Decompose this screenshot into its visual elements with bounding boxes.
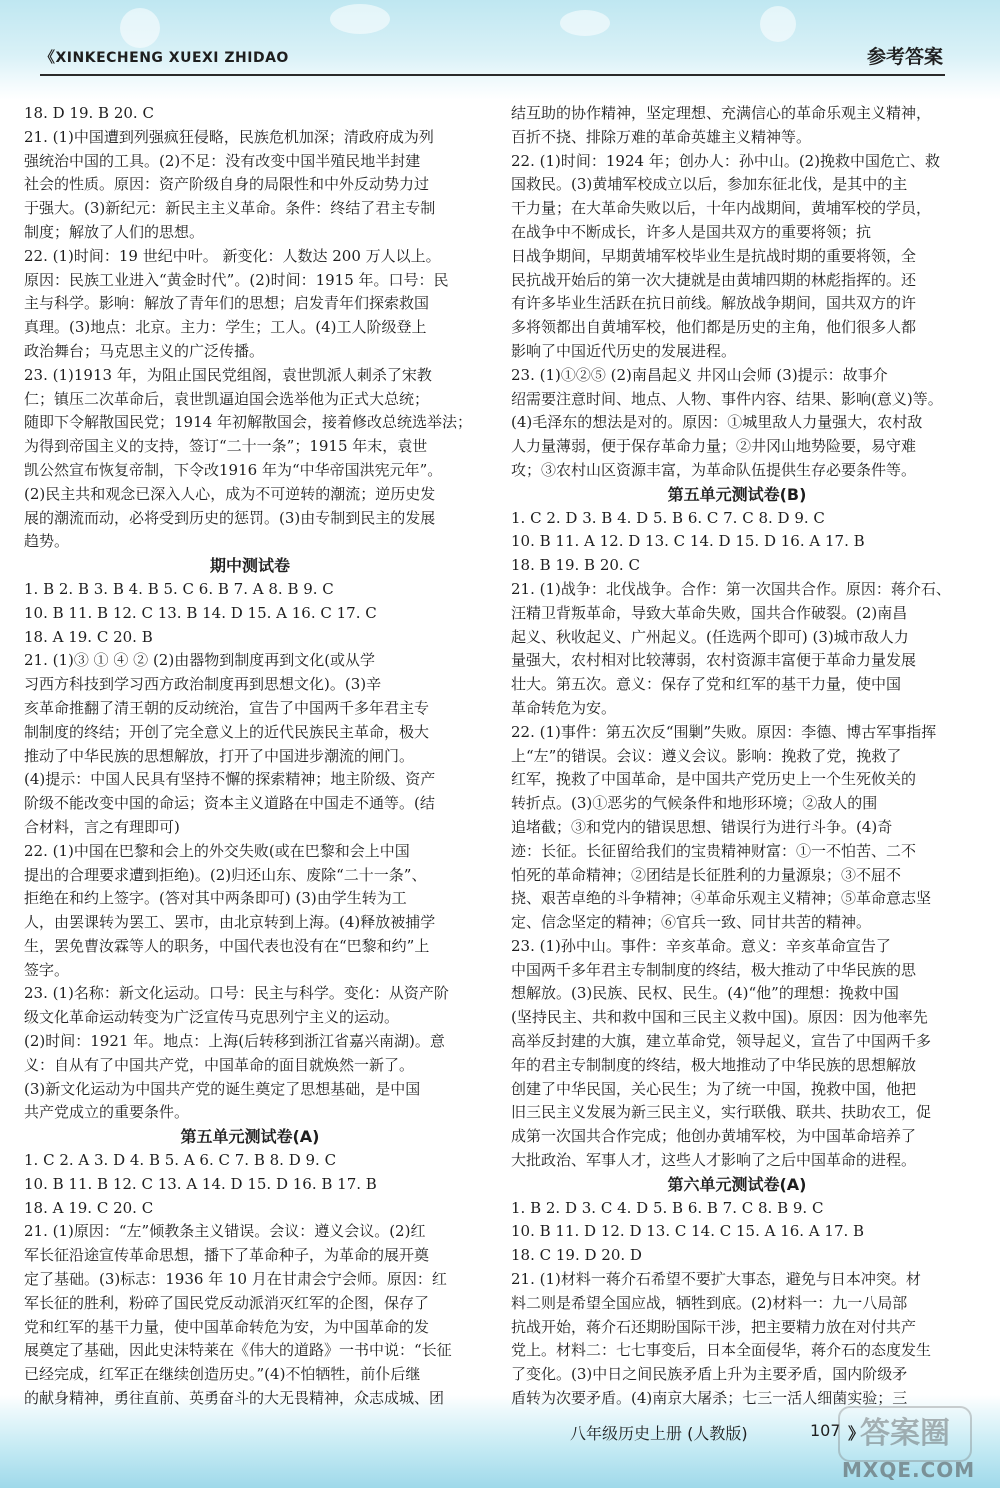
text-line: 23. (1)1913 年，为阻止国民党组阁，袁世凯派人刺杀了宋教 [24, 365, 432, 384]
text-line: (3)新文化运动为中国共产党的诞生奠定了思想基础，是中国 [24, 1079, 421, 1098]
text-line: 怕死的革命精神；②团结是长征胜利的力量源泉；③不屈不 [511, 865, 902, 884]
text-line: 上“左”的错误。会议：遵义会议。影响：挽救了党，挽救了 [511, 746, 902, 765]
text-line: 共产党成立的重要条件。 [24, 1103, 190, 1122]
section-heading: 期中测试卷 [209, 556, 290, 576]
text-line: 10. B 11. B 12. C 13. B 14. D 15. A 16. C 17. C [24, 603, 377, 622]
text-line: 国救民。(3)黄埔军校成立以后，参加东征北伐，是其中的主 [511, 175, 908, 194]
text-line: 18. C 19. D 20. D [511, 1246, 642, 1265]
text-line: 10. B 11. B 12. C 13. A 14. D 15. D 16. B 17. B [24, 1174, 377, 1193]
text-line: 在战争中不断成长，许多人是国共双方的重要将领；抗 [511, 222, 872, 241]
text-line: 抗战开始，蒋介石还期盼国际干涉，把主要精力放在对付共产 [511, 1317, 917, 1336]
text-line: 22. (1)事件：第五次反“围剿”失败。原因：李德、博古军事指挥 [511, 722, 937, 741]
text-line: 的献身精神，勇往直前、英勇奋斗的大无畏精神，众志成城、团 [24, 1389, 445, 1408]
text-line: (4)毛泽东的想法是对的。原因：①城里敌人力量强大，农村敌 [511, 413, 923, 432]
text-line: 原因：民族工业进入“黄金时代”。(2)时间：1915 年。口号：民 [24, 270, 449, 289]
text-line: 阶级不能改变中国的命运；资本主义道路在中国走不通等。(结 [24, 794, 435, 813]
text-line: 高举反封建的大旗，建立革命党，领导起义，宣告了中国两千多 [511, 1032, 932, 1051]
text-line: 盾转为次要矛盾。(4)南京大屠杀；七三一活人细菌实验；三 [511, 1389, 908, 1408]
decor-bubble [560, 10, 610, 36]
text-line: 挠、艰苦卓绝的斗争精神；④革命乐观主义精神；⑤革命意志坚 [511, 889, 932, 908]
text-line: 政治舞台；马克思主义的广泛传播。 [24, 341, 265, 360]
text-line: 提出的合理要求遭到拒绝)。(2)归还山东、废除“二十一条”、 [24, 865, 427, 884]
text-line: 23. (1)孙中山。事件：辛亥革命。意义：辛亥革命宣告了 [511, 936, 891, 955]
text-line: 1. C 2. D 3. B 4. D 5. B 6. C 7. C 8. D 9. C [511, 508, 825, 527]
section-heading: 第五单元测试卷(B) [667, 484, 807, 504]
text-line: 有许多毕业生活跃在抗日前线。解放战争期间，国共双方的许 [511, 294, 917, 313]
series-title [40, 46, 289, 67]
text-line: 于强大。(3)新纪元：新民主主义革命。条件：终结了君主专制 [24, 199, 436, 218]
text-line: 制度；解放了人们的思想。 [24, 222, 205, 241]
section-heading: 第六单元测试卷(A) [667, 1174, 807, 1194]
text-line: 中国两千多年君主专制制度的终结，极大推动了中华民族的思 [511, 960, 917, 979]
text-line: 生，罢免曹汝霖等人的职务，中国代表也没有在“巴黎和约”上 [24, 936, 430, 955]
text-line: 拒绝在和约上签字。(答对其中两条即可) (3)由学生转为工 [24, 889, 407, 908]
text-line: 结互助的协作精神，坚定理想、充满信心的革命乐观主义精神， [511, 104, 932, 122]
text-line: 人，由罢课转为罢工、罢市，由北京转到上海。(4)释放被捕学 [24, 913, 436, 932]
page-number: 107 [810, 1421, 841, 1440]
text-line: 习西方科技到学习西方政治制度再到思想文化)。(3)辛 [24, 675, 382, 694]
text-line: 量强大，农村相对比较薄弱，农村资源丰富便于革命力量发展 [511, 651, 917, 670]
text-line: 追堵截；③和党内的错误思想、错误行为进行斗争。(4)奇 [511, 817, 893, 836]
text-line: 义：自从有了中国共产党，中国革命的面目就焕然一新了。 [24, 1055, 415, 1074]
text-line: 红军，挽救了中国革命，是中国共产党历史上一个生死攸关的 [511, 770, 917, 789]
text-line: 制制度的终结；开创了完全意义上的近代民族民主革命，极大 [24, 722, 430, 741]
text-line: (2)民主共和观念已深入人心，成为不可逆转的潮流；逆历史发 [24, 484, 436, 503]
text-line: 签字。 [24, 960, 70, 979]
text-line: 10. B 11. A 12. D 13. C 14. D 15. D 16. A 17. B [511, 532, 865, 551]
text-line: 18. D 19. B 20. C [24, 104, 154, 122]
text-line: 合材料，言之有理即可) [24, 817, 180, 836]
right-column [511, 102, 963, 1411]
text-line: (4)提示：中国人民具有坚持不懈的探索精神；地主阶级、资产 [24, 770, 436, 789]
text-line: 10. B 11. D 12. D 13. C 14. C 15. A 16. A 17. B [511, 1222, 865, 1241]
text-line: 起义、秋收起义、广州起义。(任选两个即可) (3)城市敌人力 [511, 627, 909, 646]
text-line: 多将领都出自黄埔军校，他们都是历史的主角，他们很多人都 [511, 318, 917, 337]
section-heading: 第五单元测试卷(A) [180, 1127, 320, 1147]
series-name: XINKECHENG XUEXI ZHIDAO [55, 50, 289, 66]
text-line: 人力量薄弱，便于保存革命力量；②井冈山地势险要，易守难 [511, 437, 917, 456]
book-title: 八年级历史上册 (人教版) [570, 1424, 748, 1443]
text-line: 日战争期间，早期黄埔军校毕业生是抗战时期的重要将领，全 [511, 246, 917, 265]
text-line: 转折点。(3)①恶劣的气候条件和地形环境；②敌人的围 [511, 794, 878, 813]
text-line: (坚持民主、共和救中国和三民主义救中国)。原因：因为他率先 [511, 1008, 928, 1027]
text-line: 仁；镇压二次革命后，袁世凯逼迫国会选举他为正式大总统； [24, 389, 430, 408]
text-line: 想解放。(3)民族、民权、民生。(4)“他”的理想：挽救中国 [511, 984, 899, 1003]
decor-bubble [330, 4, 390, 34]
double-chevron-right-icon: 》 [848, 1424, 865, 1443]
text-line: 绍需要注意时间、地点、人物、事件内容、结果、影响(意义)等。 [511, 389, 943, 408]
text-line: 展的潮流而动，必将受到历史的惩罚。(3)由专制到民主的发展 [24, 508, 436, 527]
text-line: 18. A 19. C 20. C [24, 1198, 154, 1217]
text-line: 21. (1)中国遭到列强疯狂侵略，民族危机加深；清政府成为列 [24, 127, 434, 146]
text-line: 21. (1)③ ① ④ ② (2)由器物到制度再到文化(或从学 [24, 651, 376, 670]
text-line: 干力量；在大革命失败以后，十年内战期间，黄埔军校的学员， [511, 199, 932, 218]
text-line: 百折不挠、排除万难的革命英雄主义精神等。 [511, 127, 812, 146]
watermark-url: MXQE.COM [842, 1458, 976, 1482]
text-line: 党和红军的基干力量，使中国革命转危为安，为中国革命的发 [24, 1317, 430, 1336]
left-column [24, 102, 476, 1411]
text-line: 民抗战开始后的第一次大捷就是由黄埔四期的林彪指挥的。还 [511, 270, 917, 289]
text-line: 21. (1)原因：“左”倾教条主义错误。会议：遵义会议。(2)红 [24, 1222, 426, 1241]
text-line: 定、信念坚定的精神；⑥官兵一致、同甘共苦的精神。 [511, 913, 872, 932]
text-line: 22. (1)时间：19 世纪中叶。 新变化：人数达 200 万人以上。 [24, 246, 441, 265]
text-line: 成第一次国共合作完成；他创办黄埔军校，为中国革命培养了 [511, 1127, 917, 1146]
text-line: 军长征沿途宣传革命思想，播下了革命种子，为革命的展开奠 [24, 1246, 430, 1265]
text-line: 创建了中华民国，关心民生；为了统一中国，挽救中国，他把 [511, 1079, 917, 1098]
text-line: 已经完成，红军正在继续创造历史。”(4)不怕牺牲，前仆后继 [24, 1365, 421, 1384]
text-line: (2)时间：1921 年。地点：上海(后转移到浙江省嘉兴南湖)。意 [24, 1032, 445, 1051]
section-title: 参考答案 [866, 46, 943, 68]
text-line: 旧三民主义发展为新三民主义，实行联俄、联共、扶助农工，促 [511, 1103, 932, 1122]
text-line: 1. B 2. B 3. B 4. B 5. C 6. B 7. A 8. B 9. C [24, 579, 334, 598]
text-line: 为得到帝国主义的支持，签订“二十一条”；1915 年末，袁世 [24, 437, 428, 456]
text-line: 1. C 2. A 3. D 4. B 5. A 6. C 7. B 8. D 9. C [24, 1151, 337, 1170]
text-line: 23. (1)名称：新文化运动。口号：民主与科学。变化：从资产阶 [24, 984, 449, 1003]
text-line: 展奠定了基础，因此史沫特莱在《伟大的道路》一书中说：“长征 [24, 1341, 452, 1360]
text-line: 级文化革命运动转变为广泛宣传马克思列宁主义的运动。 [24, 1008, 400, 1027]
text-line: 了变化。(3)中日之间民族矛盾上升为主要矛盾，国内阶级矛 [511, 1365, 908, 1384]
text-line: 料二则是希望全国应战，牺牲到底。(2)材料一：九一八局部 [511, 1293, 908, 1312]
text-line: 真理。(3)地点：北京。主力：学生；工人。(4)工人阶级登上 [24, 318, 427, 337]
text-line: 军长征的胜利，粉碎了国民党反动派消灭红军的企图，保存了 [24, 1293, 430, 1312]
double-chevron-left-icon: 《 [40, 48, 56, 66]
text-line: 亥革命推翻了清王朝的反动统治，宣告了中国两千多年君主专 [24, 698, 430, 717]
text-line: 定了基础。(3)标志：1936 年 10 月在甘肃会宁会师。原因：红 [24, 1270, 447, 1289]
text-line: 18. A 19. C 20. B [24, 627, 153, 646]
decor-bubble [760, 6, 796, 42]
text-line: 大批政治、军事人才，这些人才影响了之后中国革命的进程。 [511, 1151, 917, 1170]
text-line: 趋势。 [24, 532, 70, 551]
text-line: 22. (1)中国在巴黎和会上的外交失败(或在巴黎和会上中国 [24, 841, 410, 860]
text-line: 社会的性质。原因：资产阶级自身的局限性和中外反动势力过 [24, 175, 430, 194]
text-line: 21. (1)战争：北伐战争。合作：第一次国共合作。原因：蒋介石、 [511, 579, 951, 598]
text-line: 攻；③农村山区资源丰富，为革命队伍提供生存必要条件等。 [511, 460, 917, 479]
text-line: 18. B 19. B 20. C [511, 556, 640, 575]
text-line: 凯公然宣布恢复帝制，下令改1916 年为“中华帝国洪宪元年”。 [24, 460, 443, 479]
text-line: 强统治中国的工具。(2)不足：没有改变中国半殖民地半封建 [24, 151, 421, 170]
text-line: 21. (1)材料一蒋介石希望不要扩大事态，避免与日本冲突。材 [511, 1270, 921, 1289]
text-line: 23. (1)①②⑤ (2)南昌起义 井冈山会师 (3)提示：故事介 [511, 365, 888, 384]
text-line: 党上。材料二：七七事变后，日本全面侵华，蒋介石的态度发生 [511, 1341, 932, 1360]
text-line: 推动了中华民族的思想解放，打开了中国进步潮流的闸门。 [24, 746, 415, 765]
text-line: 22. (1)时间：1924 年；创办人：孙中山。(2)挽救中国危亡、救 [511, 151, 941, 170]
text-line: 1. B 2. D 3. C 4. D 5. B 6. B 7. C 8. B 9. C [511, 1198, 824, 1217]
text-line: 影响了中国近代历史的发展进程。 [511, 341, 737, 360]
text-line: 主与科学。影响：解放了青年们的思想；启发青年们探索救国 [24, 294, 430, 313]
text-line: 革命转危为安。 [511, 698, 617, 717]
text-line: 年的君主专制制度的终结，极大地推动了中华民族的思想解放 [511, 1055, 917, 1074]
page-header [40, 40, 945, 76]
text-line: 随即下令解散国民党；1914 年初解散国会，接着修改总统选举法； [24, 413, 472, 432]
text-line: 迹：长征。长征留给我们的宝贵精神财富：①一不怕苦、二不 [511, 841, 917, 860]
text-line: 壮大。第五次。意义：保存了党和红军的基干力量，使中国 [511, 675, 902, 694]
text-line: 汪精卫背叛革命，导致大革命失败，国共合作破裂。(2)南昌 [511, 603, 908, 622]
watermark-logo: 答案圈 [838, 1406, 972, 1462]
